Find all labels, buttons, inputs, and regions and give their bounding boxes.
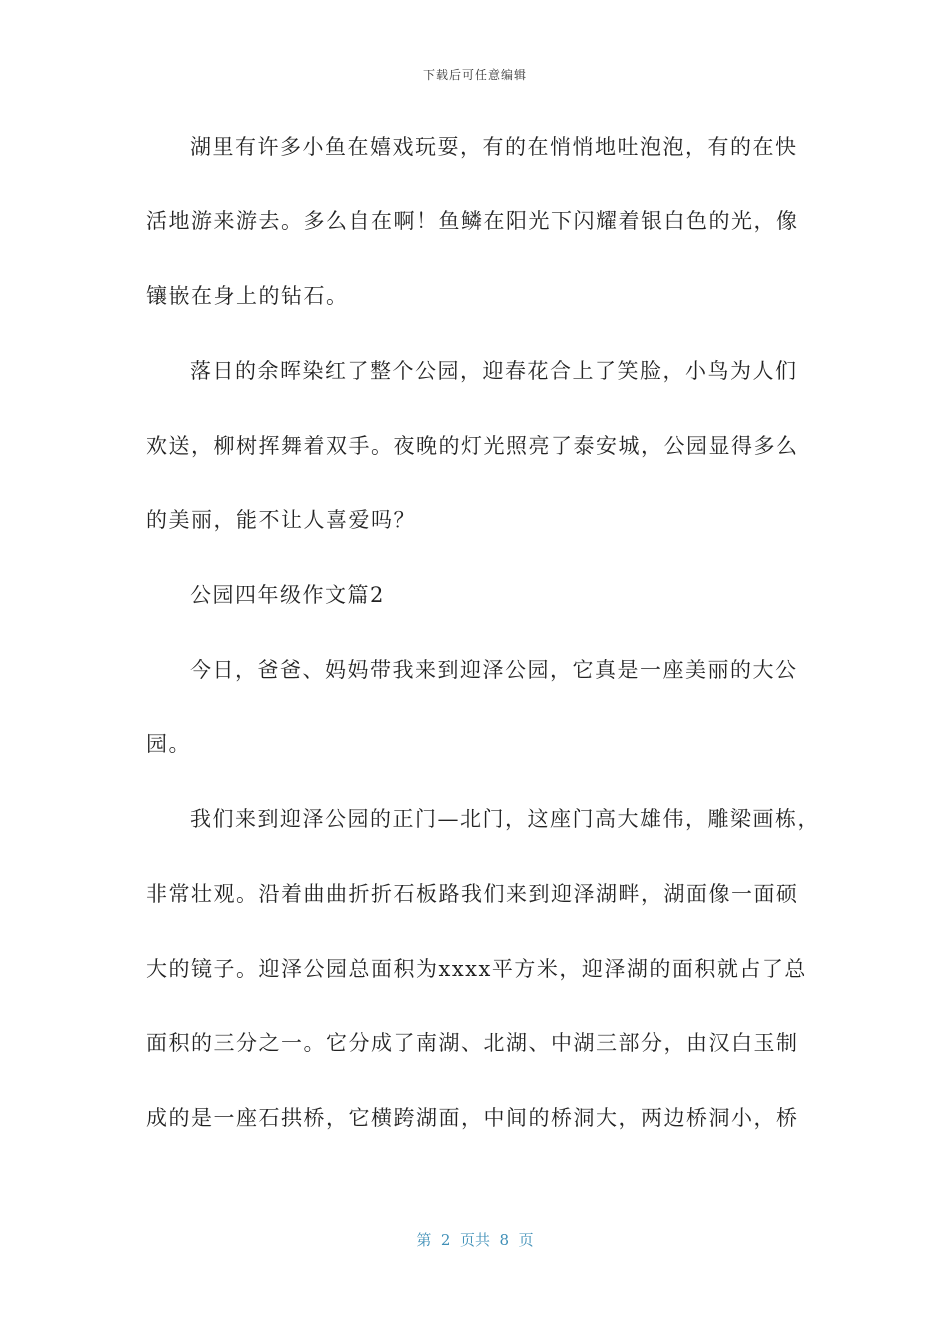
body-line: 面积的三分之一。它分成了南湖、北湖、中湖三部分，由汉白玉制 [146,1031,799,1055]
body-line: 活地游来游去。多么自在啊！鱼鳞在阳光下闪耀着银白色的光，像 [146,209,799,233]
body-line: 我们来到迎泽公园的正门—北门，这座门高大雄伟，雕梁画栋， [190,807,820,831]
body-line: 大的镜子。迎泽公园总面积为xxxx平方米，迎泽湖的面积就占了总 [146,957,807,981]
body-line: 非常壮观。沿着曲曲折折石板路我们来到迎泽湖畔，湖面像一面硕 [146,882,799,906]
page-header: 下载后可任意编辑 [422,68,527,82]
section-title: 公园四年级作文篇2 [190,583,385,607]
body-line: 园。 [146,732,191,756]
body-line: 湖里有许多小鱼在嬉戏玩耍，有的在悄悄地吐泡泡，有的在快 [190,135,798,159]
body-line: 成的是一座石拱桥，它横跨湖面，中间的桥洞大，两边桥洞小，桥 [146,1106,799,1130]
body-line: 落日的余晖染红了整个公园，迎春花合上了笑脸，小鸟为人们 [190,359,798,383]
body-line: 镶嵌在身上的钻石。 [146,284,349,308]
page-footer: 第 2 页共 8 页 [416,1231,534,1249]
body-line: 今日，爸爸、妈妈带我来到迎泽公园，它真是一座美丽的大公 [190,658,798,682]
body-line: 的美丽，能不让人喜爱吗？ [146,508,416,532]
body-line: 欢送，柳树挥舞着双手。夜晚的灯光照亮了泰安城，公园显得多么 [146,434,799,458]
